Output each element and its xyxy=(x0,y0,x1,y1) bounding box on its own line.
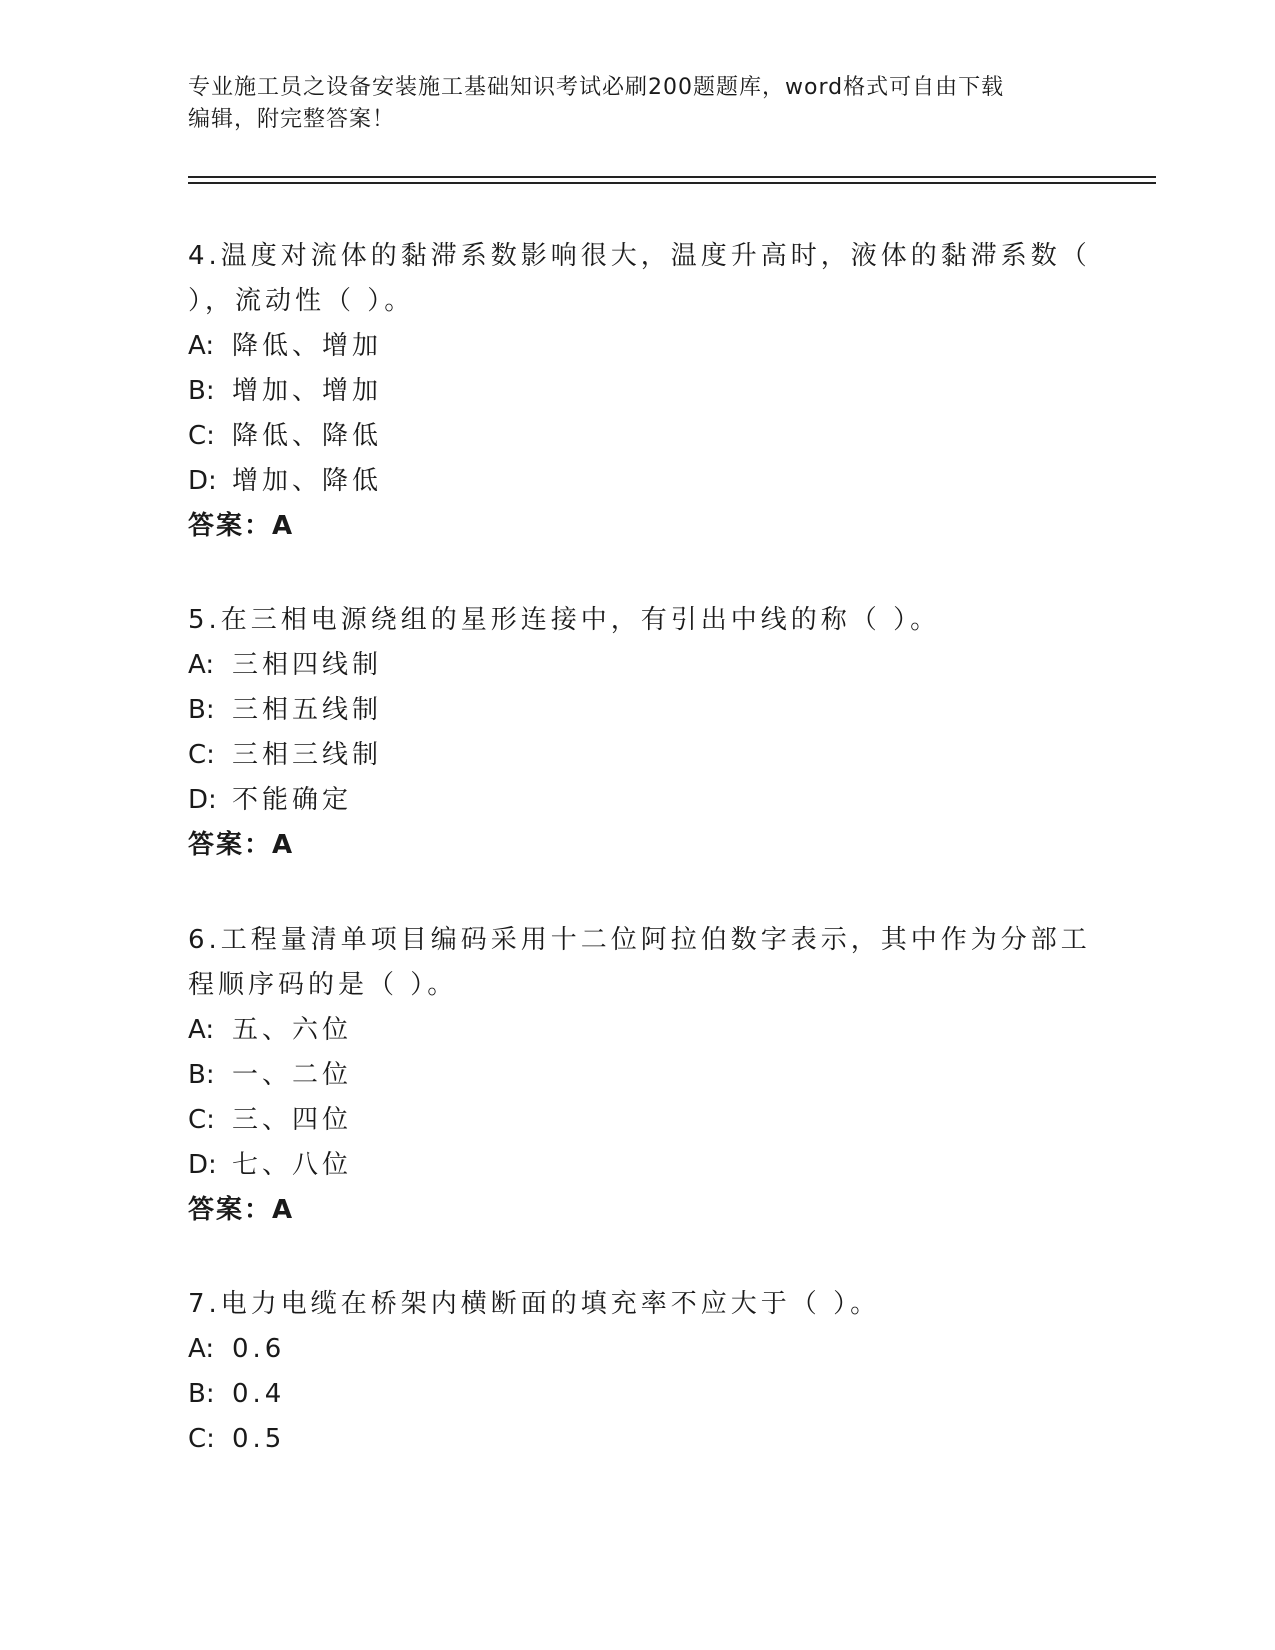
option-d xyxy=(188,1143,1068,1188)
option-b xyxy=(188,369,1068,414)
option-letter: B: xyxy=(188,1379,215,1409)
header-title-line-2: 编辑，附完整答案！ xyxy=(188,107,396,132)
option-letter: C: xyxy=(188,1424,215,1454)
option-text: 增加、降低 xyxy=(232,466,383,496)
option-text: 五、六位 xyxy=(232,1015,353,1045)
option-text: 三相四线制 xyxy=(232,650,383,680)
option-letter: B: xyxy=(188,1060,215,1090)
option-text: 一、二位 xyxy=(232,1060,353,1090)
question-text: ），流动性（ ）。 xyxy=(188,286,415,316)
option-text: 增加、增加 xyxy=(232,376,383,406)
option-letter: D: xyxy=(188,1150,217,1180)
option-a xyxy=(188,1327,1068,1372)
question-7 xyxy=(188,1282,1068,1462)
option-letter: C: xyxy=(188,740,215,770)
answer-line: 答案：A xyxy=(188,830,295,860)
option-letter: C: xyxy=(188,421,215,451)
question-text: 6.工程量清单项目编码采用十二位阿拉伯数字表示，其中作为分部工 xyxy=(188,925,1091,955)
question-5 xyxy=(188,598,1068,868)
option-a xyxy=(188,1008,1068,1053)
option-d xyxy=(188,459,1068,504)
header-divider-bottom xyxy=(188,182,1156,184)
option-letter: D: xyxy=(188,466,217,496)
question-text: 4.温度对流体的黏滞系数影响很大，温度升高时，液体的黏滞系数（ xyxy=(188,241,1091,271)
option-b xyxy=(188,1053,1068,1098)
option-letter: C: xyxy=(188,1105,215,1135)
option-text: 0.4 xyxy=(232,1379,286,1409)
question-text: 7.电力电缆在桥架内横断面的填充率不应大于（ ）。 xyxy=(188,1289,881,1319)
option-a xyxy=(188,324,1068,369)
option-letter: A: xyxy=(188,1334,215,1364)
header-title-line-1: 专业施工员之设备安装施工基础知识考试必刷200题题库，word格式可自由下载 xyxy=(188,75,1005,100)
question-4 xyxy=(188,234,1091,549)
option-d xyxy=(188,778,1068,823)
option-c xyxy=(188,733,1068,778)
answer-line: 答案：A xyxy=(188,511,295,541)
option-text: 三相三线制 xyxy=(232,740,383,770)
option-text: 降低、降低 xyxy=(232,421,383,451)
question-text: 5.在三相电源绕组的星形连接中，有引出中线的称（ ）。 xyxy=(188,605,941,635)
option-letter: A: xyxy=(188,650,215,680)
header-divider-top xyxy=(188,176,1156,178)
option-text: 0.5 xyxy=(232,1424,286,1454)
option-text: 不能确定 xyxy=(232,785,353,815)
option-letter: B: xyxy=(188,376,215,406)
answer-line: 答案：A xyxy=(188,1195,295,1225)
option-c xyxy=(188,1098,1068,1143)
option-text: 七、八位 xyxy=(232,1150,353,1180)
option-a xyxy=(188,643,1068,688)
option-c xyxy=(188,414,1068,459)
document-header xyxy=(188,72,1088,136)
option-b xyxy=(188,688,1068,733)
option-letter: D: xyxy=(188,785,217,815)
option-c xyxy=(188,1417,1068,1462)
question-6 xyxy=(188,918,1091,1233)
option-letter: A: xyxy=(188,331,215,361)
option-text: 三相五线制 xyxy=(232,695,383,725)
option-b xyxy=(188,1372,1068,1417)
option-letter: B: xyxy=(188,695,215,725)
option-text: 三、四位 xyxy=(232,1105,353,1135)
option-text: 降低、增加 xyxy=(232,331,383,361)
option-text: 0.6 xyxy=(232,1334,286,1364)
question-text: 程顺序码的是（ ）。 xyxy=(188,970,458,1000)
option-letter: A: xyxy=(188,1015,215,1045)
